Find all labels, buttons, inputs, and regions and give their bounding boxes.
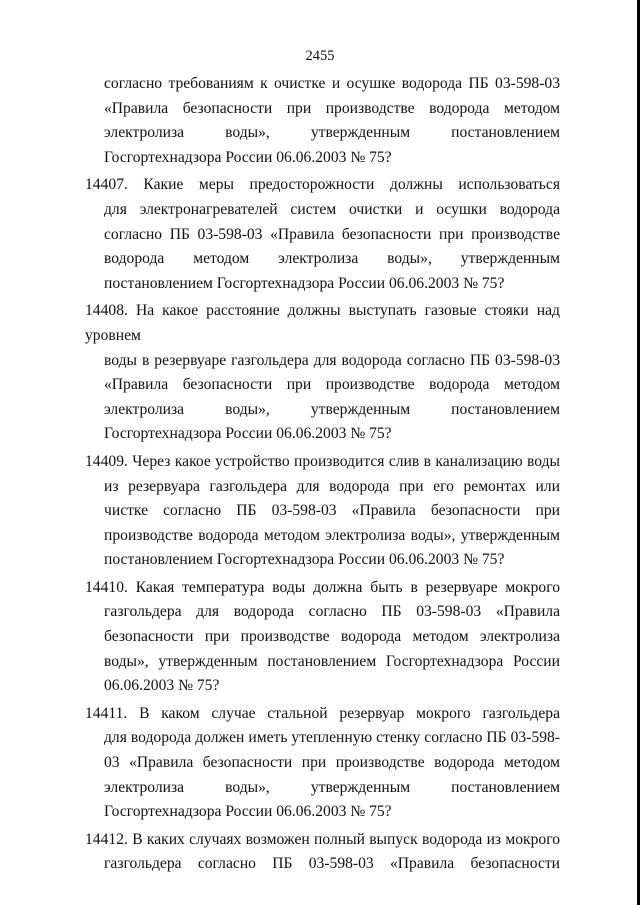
question-text-start: Через какое устройство производится слив в канализацию воды: [132, 452, 560, 470]
question-text-start: На какое расстояние должны выступать газовые стояки над уровнем: [85, 302, 560, 344]
question-14408: [85, 299, 560, 447]
question-text-rest: для водорода должен иметь утепленную стенку согласно ПБ 03-598-03 «Правила безопасности при производстве водорода методом электролиза воды», утвержденным постановлением Госгортехнадзора России 06.06.2003 № 75?: [104, 729, 560, 821]
question-text-rest: газгольдера для водорода согласно ПБ 03-598-03 «Правила безопасности при производстве водорода методом электролиза воды», утвержденным постановлением Госгортехнадзора России 06.06.2003 № 75?: [104, 603, 560, 695]
question-first-line: [85, 450, 560, 475]
question-14412: [85, 828, 560, 877]
question-number: 14409.: [85, 452, 128, 470]
question-number: 14407.: [85, 176, 128, 194]
question-14407: [85, 173, 560, 296]
question-text-start: В каких случаях возможен полный выпуск водорода из мокрого: [132, 830, 561, 848]
question-first-line: [85, 576, 560, 601]
question-text-rest: газгольдера согласно ПБ 03-598-03 «Правила безопасности: [104, 855, 560, 873]
question-text-rest: из резервуара газгольдера для водорода при его ремонтах или чистке согласно ПБ 03-598-03 «Правила безопасности при производстве водорода методом электролиза воды», утвержденным постановлением Госгортехнадзора России 06.06.2003 № 75?: [104, 477, 560, 569]
question-text-rest: воды в резервуаре газгольдера для водорода согласно ПБ 03-598-03 «Правила безопасности при производстве водорода методом электролиза воды», утвержденным постановлением Госгортехнадзора России 06.06.2003 № 75?: [104, 351, 560, 443]
page-number: 2455: [305, 48, 335, 64]
question-14411: [85, 702, 560, 825]
question-number: 14412.: [85, 830, 128, 848]
question-number: 14408.: [85, 302, 128, 320]
intro-paragraph: согласно требованиям к очистке и осушке водорода ПБ 03-598-03 «Правила безопасности при производстве водорода методом электролиза воды», утвержденным постановлением Госгортехнадзора России 06.06.2003 № 75?: [104, 75, 560, 166]
question-number: 14410.: [85, 578, 128, 596]
question-first-line: [85, 702, 560, 727]
document-body: [85, 72, 560, 877]
question-14410: [85, 576, 560, 699]
question-first-line: [85, 828, 560, 853]
question-first-line: [85, 173, 560, 198]
question-first-line: [85, 299, 560, 348]
question-14409: [85, 450, 560, 573]
question-number: 14411.: [85, 704, 128, 722]
question-text-rest: для электронагревателей систем очистки и осушки водорода согласно ПБ 03-598-03 «Правила безопасности при производстве водорода методом электролиза воды», утвержденным постановлением Госгортехнадзора России 06.06.2003 № 75?: [104, 200, 560, 292]
question-text-start: В каком случае стальной резервуар мокрого газгольдера: [139, 704, 560, 722]
question-text-start: Какая температура воды должна быть в резервуаре мокрого: [135, 578, 560, 596]
question-text-start: Какие меры предосторожности должны использоваться: [143, 176, 560, 194]
